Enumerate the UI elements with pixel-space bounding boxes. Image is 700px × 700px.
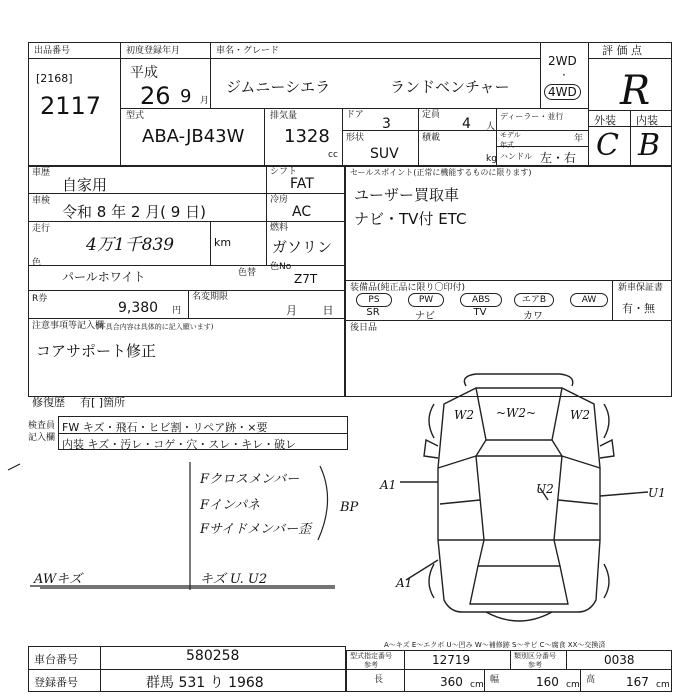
class-label: 類別区分番号 <box>514 652 556 660</box>
divider <box>484 669 485 692</box>
sales-line-1: ユーザー買取車 <box>354 186 460 204</box>
lot-label: 出品番号 <box>34 46 71 56</box>
score-label: 評 価 点 <box>602 44 642 57</box>
month-unit: 月 <box>200 96 210 106</box>
dim-height: 167 <box>626 675 649 689</box>
inspection-value: 令和 8 年 2 月( 9 日) <box>62 203 206 221</box>
chassis-value: 580258 <box>186 648 240 664</box>
recycle-unit: 円 <box>172 306 182 316</box>
shift-label: シフト <box>270 167 298 177</box>
name-change-value: 月 日 <box>286 304 334 317</box>
mark-a1-bottom: A1 <box>396 576 413 590</box>
notes-label: 注意事項等記入欄 <box>32 321 105 331</box>
color-label: 色 <box>32 258 42 268</box>
mileage-value: 4万1千839 <box>86 235 175 255</box>
mark-w2-right: W2 <box>570 408 590 422</box>
equip-aw: AW <box>570 293 608 307</box>
color-change-label: 色替 <box>238 268 257 278</box>
ac-label: 冷房 <box>270 195 289 205</box>
warranty-value: 有・無 <box>622 302 655 315</box>
mark-w2-top: ~W2~ <box>496 406 537 420</box>
score-value: R <box>620 68 651 114</box>
sales-line-2: ナビ・TV付 ETC <box>354 210 467 228</box>
spec-label: 型式指定番号 <box>350 652 392 660</box>
equip-tv: TV <box>473 307 487 318</box>
lot-number: 2117 <box>40 92 102 120</box>
dim-length-label: 長 <box>374 675 384 685</box>
dealer-label: ディーラー・並行 <box>500 112 564 121</box>
category-label: 車歴 <box>32 168 51 178</box>
handle-label: ハンドル <box>500 152 532 161</box>
divider <box>510 650 511 669</box>
damage-legend: A〜キズ E〜エクボ U〜凹み W〜補修跡 S〜サビ C〜腐食 XX〜交換済 <box>384 641 606 649</box>
color-no-label: 色No <box>270 262 292 272</box>
equip-abs: ABS <box>460 293 502 307</box>
lot-code: [2168] <box>36 72 73 85</box>
dim-width-unit: cm <box>566 680 580 690</box>
shift-value: FAT <box>290 176 314 192</box>
ext-grade: C <box>596 128 619 163</box>
dim-height-label: 高 <box>586 675 596 685</box>
load-label: 積載 <box>422 133 441 143</box>
year-unit: 年 <box>574 134 584 144</box>
dim-length: 360 <box>440 675 463 689</box>
hand-aw: AWキズ <box>34 572 82 587</box>
car-grade: ランドベンチャー <box>390 78 510 96</box>
inspection-label: 車検 <box>32 196 51 206</box>
note-1: コアサポート修正 <box>36 342 157 360</box>
dim-width-label: 幅 <box>490 675 500 685</box>
equip-airbag: エアB <box>514 293 554 307</box>
color-value: パールホワイト <box>62 270 146 284</box>
inspector-label-2: 記入欄 <box>28 433 56 443</box>
seat-label: 定員 <box>422 110 441 120</box>
era: 平成 <box>130 65 158 81</box>
fw-row: FW キズ・飛石・ヒビ割・リペア跡・×要 <box>62 421 268 434</box>
reg-value: 群馬 531 り 1968 <box>146 675 264 691</box>
mileage-label: 走行 <box>32 224 51 234</box>
ext-label: 外装 <box>594 114 616 127</box>
disp-value: 1328 <box>284 126 330 147</box>
inspector-label-1: 検査員 <box>28 421 56 431</box>
disp-unit: cc <box>328 150 338 160</box>
class-sub: 参考 <box>528 661 542 669</box>
drive-4wd: 4WD <box>544 84 581 100</box>
repair-value: 有[ ]箇所 <box>80 396 126 409</box>
seat-value: 4 <box>462 116 471 132</box>
disp-label: 排気量 <box>270 111 298 121</box>
dim-height-unit: cm <box>656 680 670 690</box>
category-value: 自家用 <box>62 176 108 194</box>
divider <box>404 650 405 692</box>
drive-2wd: 2WD <box>548 54 577 68</box>
color-code: Z7T <box>294 272 318 286</box>
dim-width: 160 <box>536 675 559 689</box>
divider <box>28 669 346 670</box>
seat-unit: 人 <box>486 122 496 132</box>
fuel-value: ガソリン <box>272 238 333 256</box>
handle-value: 左・右 <box>540 151 577 165</box>
mark-u1: U1 <box>648 486 666 500</box>
recycle-label: R券 <box>32 294 48 304</box>
hand-aw-right: キズ U. U2 <box>200 572 268 587</box>
equip-ps: PS <box>356 293 392 307</box>
drive-dot: · <box>562 68 566 82</box>
load-unit: kg <box>486 154 497 164</box>
reg-month: 9 <box>180 86 192 107</box>
reg-year: 26 <box>140 82 171 110</box>
equip-navi: ナビ <box>415 311 435 322</box>
name-label: 車名・グレード <box>216 46 280 56</box>
door-label: ドア <box>346 110 364 120</box>
reg-label: 登録番号 <box>34 676 78 689</box>
int-label: 内装 <box>636 114 658 127</box>
notes-sublabel: (不具合内容は具体的に記入願います) <box>96 323 214 331</box>
name-change-label: 名変期限 <box>192 292 229 302</box>
mark-w2-left: W2 <box>454 408 474 422</box>
rear-label: 後日品 <box>350 323 378 333</box>
hand-note-3: Fサイドメンバー歪 <box>200 522 312 537</box>
model-year-label: モデル年式 <box>500 131 521 149</box>
class-value: 0038 <box>604 653 635 667</box>
first-reg-label: 初度登録年月 <box>126 46 181 56</box>
type-value: ABA-JB43W <box>142 126 245 147</box>
equip-pw: PW <box>408 293 444 307</box>
mileage-unit: km <box>214 236 232 249</box>
chassis-label: 車台番号 <box>34 653 78 666</box>
divider <box>346 669 672 670</box>
hand-note-2: Fインパネ <box>200 498 261 513</box>
shape-value: SUV <box>370 146 399 162</box>
recycle-value: 9,380 <box>118 300 159 316</box>
int-grade: B <box>638 128 661 163</box>
ac-value: AC <box>292 204 312 220</box>
hand-note-1: Fクロスメンバー <box>200 472 300 487</box>
fuel-label: 燃料 <box>270 223 289 233</box>
mark-u2: U2 <box>536 482 554 496</box>
equip-leather: カワ <box>523 311 543 322</box>
car-name: ジムニーシエラ <box>226 78 331 96</box>
shape-label: 形状 <box>346 133 365 143</box>
door-value: 3 <box>382 116 391 132</box>
mark-a1-left: A1 <box>380 478 397 492</box>
spec-value: 12719 <box>432 653 471 667</box>
dim-length-unit: cm <box>470 680 484 690</box>
divider <box>566 650 567 669</box>
spec-sub: 参考 <box>364 661 378 669</box>
divider <box>100 646 101 692</box>
warranty-label: 新車保証書 <box>618 283 664 293</box>
equipment-title: 装備品(純正品に限り〇印付) <box>350 283 466 293</box>
hand-bp: BP <box>340 500 359 515</box>
type-label: 型式 <box>126 111 145 121</box>
int-row: 内装 キズ・汚レ・コゲ・穴・スレ・キレ・破レ <box>62 438 297 451</box>
divider <box>580 669 581 692</box>
sales-title: セールスポイント(正常に機能するものに限ります) <box>350 168 532 177</box>
equip-sr: SR <box>366 307 380 318</box>
repair-label: 修復歴 <box>32 396 65 409</box>
